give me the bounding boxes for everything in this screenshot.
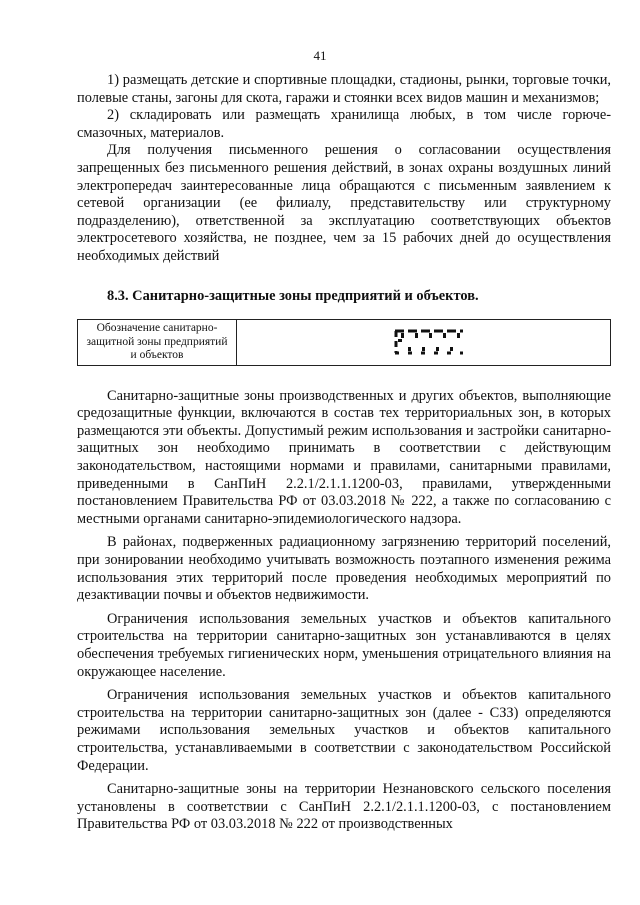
body-paragraph-3: Ограничения использования земельных участков и объектов капитального строительства на территории санитарно-защитных зон устанавливаются в целях обеспечения требуемых гигиенических норм, уменьшения отрицательного влияния на окружающее население.	[77, 610, 611, 680]
intro-paragraph-1: 1) размещать детские и спортивные площадки, стадионы, рынки, торговые точки, полевые станы, загоны для скота, гаражи и стоянки всех видов машин и механизмов;	[77, 72, 611, 106]
page-number: 41	[313, 48, 327, 63]
body-paragraph-4: Ограничения использования земельных участков и объектов капитального строительства на территории санитарно-защитных зон (далее - СЗЗ) определяются режимами использования земельных участков и объектов капитального строительства, устанавливаемыми в соответствии с законодательством Российской Федерации.	[77, 687, 611, 774]
intro-paragraph-2: 2) складировать или размещать хранилища любых, в том числе горюче-смазочных, материалов.	[77, 107, 611, 141]
intro-paragraph-3: Для получения письменного решения о согласовании осуществления запрещенных без письменного решения действий, в зонах охраны воздушных линий электропередач заинтересованные лица обращаются с письменным заявлением к сетевой организации (ее филиалу, представительству или структурному подразделению), ответственной за эксплуатацию соответствующих объектов электросетевого хозяйства, не позднее, чем за 15 рабочих дней до осуществления необходимых действий	[77, 142, 611, 264]
page-content	[77, 72, 611, 834]
body-paragraph-2: В районах, подверженных радиационному загрязнению территорий поселений, при зонировании необходимо учитывать возможность поэтапного изменения режима использования этих территорий после проведения необходимых мероприятий по дезактивации почвы и объектов недвижимости.	[77, 534, 611, 604]
legend-label: Обозначение санитарно-защитной зоны предприятий и объектов	[78, 320, 237, 366]
body-paragraph-1: Санитарно-защитные зоны производственных и других объектов, выполняющие средозащитные функции, включаются в состав тех территориальных зон, в которых размещаются эти объекты. Допустимый режим использования и застройки санитарно-защитных зон необходимо принимать в соответствии с действующим законодательством, настоящими нормами и правилами, санитарными правилами, приведенными в СанПиН 2.2.1/2.1.1.1200-03, правилами, утвержденными постановлением Правительства РФ от 03.03.2018 № 222, а также по согласованию с местными органами санитарно-эпидемиологического надзора.	[77, 387, 611, 527]
legend-symbol-cell	[237, 320, 611, 366]
body-paragraph-5: Санитарно-защитные зоны на территории Незнановского сельского поселения установлены в соответствии с СанПиН 2.2.1/2.1.1.1200-03, с постановлением Правительства РФ от 03.03.2018 № 222 от производственных	[77, 781, 611, 833]
legend-row	[78, 320, 611, 366]
dashed-hatched-boundary-icon	[393, 327, 465, 357]
legend-table	[77, 319, 611, 366]
section-heading: 8.3. Санитарно-защитные зоны предприятий и объектов.	[107, 287, 479, 304]
